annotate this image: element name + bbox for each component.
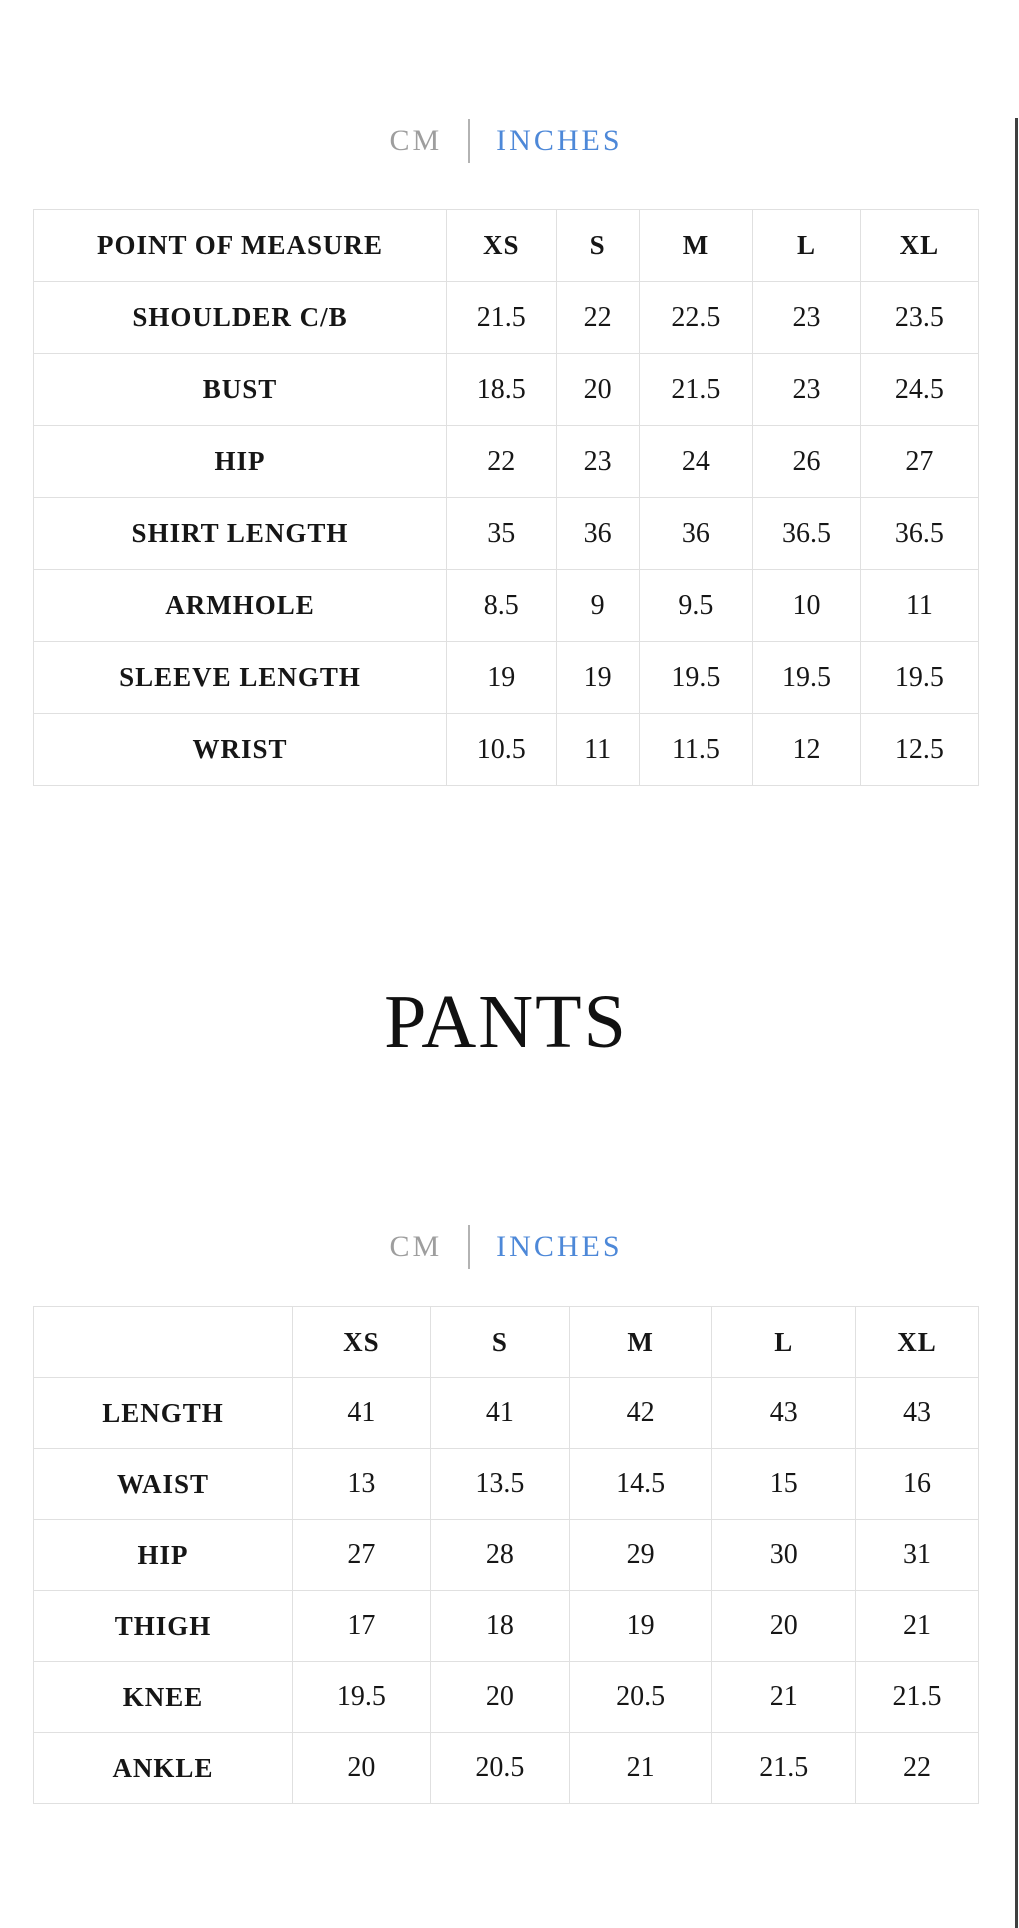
cell-value: 22.5 [639, 282, 752, 354]
cell-value: 31 [856, 1520, 979, 1591]
column-header-l: L [753, 210, 861, 282]
cell-value: 17 [292, 1591, 430, 1662]
cell-value: 10.5 [446, 714, 556, 786]
inches-toggle-button[interactable]: INCHES [496, 1230, 623, 1263]
cell-value: 24 [639, 426, 752, 498]
table-row [34, 642, 979, 714]
column-header-point-of-measure: POINT OF MEASURE [34, 210, 447, 282]
table-row [34, 1591, 979, 1662]
cell-value: 23 [753, 354, 861, 426]
column-header-m: M [639, 210, 752, 282]
row-label: HIP [34, 1520, 293, 1591]
table-row [34, 1733, 979, 1804]
column-header-s: S [430, 1307, 569, 1378]
cm-toggle-button[interactable]: CM [389, 124, 443, 157]
cell-value: 23 [556, 426, 639, 498]
inches-toggle-button[interactable]: INCHES [496, 124, 623, 157]
column-header-xl: XL [856, 1307, 979, 1378]
row-label: WAIST [34, 1449, 293, 1520]
cell-value: 36 [639, 498, 752, 570]
cell-value: 21.5 [712, 1733, 856, 1804]
cell-value: 30 [712, 1520, 856, 1591]
cell-value: 24.5 [860, 354, 978, 426]
cell-value: 15 [712, 1449, 856, 1520]
cell-value: 19.5 [860, 642, 978, 714]
table-row [34, 1662, 979, 1733]
cell-value: 20.5 [569, 1662, 712, 1733]
empty-header-cell [34, 1307, 293, 1378]
cell-value: 23.5 [860, 282, 978, 354]
cm-toggle-button[interactable]: CM [389, 1230, 443, 1263]
table-row [34, 714, 979, 786]
cell-value: 20 [712, 1591, 856, 1662]
cell-value: 18.5 [446, 354, 556, 426]
cell-value: 29 [569, 1520, 712, 1591]
cell-value: 21 [569, 1733, 712, 1804]
cell-value: 42 [569, 1378, 712, 1449]
row-label: SHOULDER C/B [34, 282, 447, 354]
column-header-xl: XL [860, 210, 978, 282]
cell-value: 22 [556, 282, 639, 354]
cell-value: 43 [712, 1378, 856, 1449]
cell-value: 9 [556, 570, 639, 642]
table-row [34, 354, 979, 426]
cell-value: 35 [446, 498, 556, 570]
cell-value: 19.5 [639, 642, 752, 714]
cell-value: 36.5 [753, 498, 861, 570]
row-label: SHIRT LENGTH [34, 498, 447, 570]
cell-value: 13 [292, 1449, 430, 1520]
row-label: LENGTH [34, 1378, 293, 1449]
cell-value: 11.5 [639, 714, 752, 786]
row-label: WRIST [34, 714, 447, 786]
column-header-l: L [712, 1307, 856, 1378]
column-header-xs: XS [292, 1307, 430, 1378]
table-row [34, 1449, 979, 1520]
scrollbar[interactable] [1015, 118, 1018, 1928]
cell-value: 19.5 [753, 642, 861, 714]
pants-section-title: PANTS [384, 980, 628, 1064]
cell-value: 8.5 [446, 570, 556, 642]
shirt-size-table [33, 209, 979, 786]
cell-value: 19.5 [292, 1662, 430, 1733]
cell-value: 13.5 [430, 1449, 569, 1520]
cell-value: 36 [556, 498, 639, 570]
cell-value: 19 [569, 1591, 712, 1662]
table-row [34, 1520, 979, 1591]
row-label: KNEE [34, 1662, 293, 1733]
table-row [34, 570, 979, 642]
cell-value: 22 [446, 426, 556, 498]
cell-value: 28 [430, 1520, 569, 1591]
size-chart-page [33, 118, 979, 1804]
cell-value: 14.5 [569, 1449, 712, 1520]
column-header-s: S [556, 210, 639, 282]
cell-value: 27 [860, 426, 978, 498]
cell-value: 21 [856, 1591, 979, 1662]
cell-value: 22 [856, 1733, 979, 1804]
cell-value: 20.5 [430, 1733, 569, 1804]
column-header-m: M [569, 1307, 712, 1378]
cell-value: 21.5 [639, 354, 752, 426]
row-label: ARMHOLE [34, 570, 447, 642]
table-row [34, 1378, 979, 1449]
cell-value: 27 [292, 1520, 430, 1591]
table-row [34, 498, 979, 570]
row-label: SLEEVE LENGTH [34, 642, 447, 714]
cell-value: 19 [446, 642, 556, 714]
table-header-row [34, 1307, 979, 1378]
cell-value: 12 [753, 714, 861, 786]
cell-value: 21 [712, 1662, 856, 1733]
cell-value: 9.5 [639, 570, 752, 642]
cell-value: 23 [753, 282, 861, 354]
row-label: THIGH [34, 1591, 293, 1662]
cell-value: 16 [856, 1449, 979, 1520]
cell-value: 21.5 [856, 1662, 979, 1733]
cell-value: 21.5 [446, 282, 556, 354]
cell-value: 19 [556, 642, 639, 714]
unit-toggle-pants [33, 1224, 979, 1270]
cell-value: 43 [856, 1378, 979, 1449]
cell-value: 41 [292, 1378, 430, 1449]
cell-value: 20 [292, 1733, 430, 1804]
toggle-divider [468, 1225, 470, 1269]
cell-value: 18 [430, 1591, 569, 1662]
row-label: BUST [34, 354, 447, 426]
cell-value: 26 [753, 426, 861, 498]
unit-toggle-shirt [33, 118, 979, 164]
table-row [34, 426, 979, 498]
cell-value: 41 [430, 1378, 569, 1449]
cell-value: 12.5 [860, 714, 978, 786]
cell-value: 10 [753, 570, 861, 642]
toggle-divider [468, 119, 470, 163]
table-row [34, 282, 979, 354]
table-header-row [34, 210, 979, 282]
row-label: ANKLE [34, 1733, 293, 1804]
row-label: HIP [34, 426, 447, 498]
cell-value: 20 [556, 354, 639, 426]
cell-value: 36.5 [860, 498, 978, 570]
cell-value: 11 [556, 714, 639, 786]
cell-value: 11 [860, 570, 978, 642]
cell-value: 20 [430, 1662, 569, 1733]
pants-size-table [33, 1306, 979, 1804]
column-header-xs: XS [446, 210, 556, 282]
